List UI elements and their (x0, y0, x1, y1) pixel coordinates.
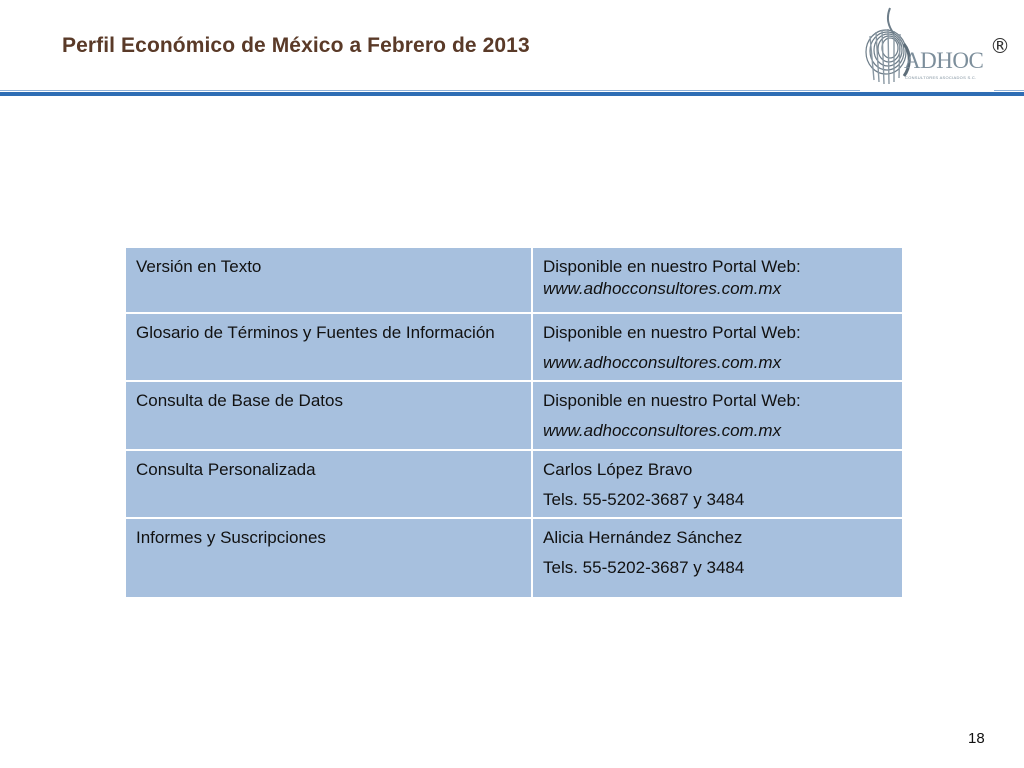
row-value-line1: Disponible en nuestro Portal Web: (543, 323, 801, 342)
row-value (532, 313, 903, 381)
row-label: Versión en Texto (125, 247, 532, 313)
page-number: 18 (968, 730, 985, 747)
contact-name: Carlos López Bravo (543, 460, 693, 479)
row-value (532, 247, 903, 313)
row-value (532, 381, 903, 450)
row-value (532, 450, 903, 518)
slide-title: Perfil Económico de México a Febrero de 2013 (62, 34, 530, 57)
row-label: Informes y Suscripciones (125, 518, 532, 598)
table-row (125, 450, 903, 518)
registered-mark: ® (990, 34, 1010, 58)
row-value (532, 518, 903, 598)
website-link[interactable]: www.adhocconsultores.com.mx (543, 353, 782, 372)
logo-tagline: CONSULTORES ASOCIADOS S.C. (905, 75, 977, 80)
table-row (125, 518, 903, 598)
logo-wordmark: ADHOC (904, 48, 984, 73)
table-row (125, 247, 903, 313)
contact-phone: Tels. 55-5202-3687 y 3484 (543, 490, 745, 509)
row-value-line1: Disponible en nuestro Portal Web: (543, 391, 801, 410)
header-rule (0, 92, 1024, 96)
row-label: Glosario de Términos y Fuentes de Información (125, 313, 532, 381)
contact-name: Alicia Hernández Sánchez (543, 528, 743, 547)
adhoc-logo (860, 4, 1010, 92)
row-value-line1: Disponible en nuestro Portal Web: (543, 257, 801, 276)
table-row (125, 313, 903, 381)
row-label: Consulta de Base de Datos (125, 381, 532, 450)
contact-info-table (124, 246, 904, 599)
contact-phone: Tels. 55-5202-3687 y 3484 (543, 558, 745, 577)
row-label: Consulta Personalizada (125, 450, 532, 518)
table-row (125, 381, 903, 450)
website-link[interactable]: www.adhocconsultores.com.mx (543, 279, 782, 298)
website-link[interactable]: www.adhocconsultores.com.mx (543, 421, 782, 440)
